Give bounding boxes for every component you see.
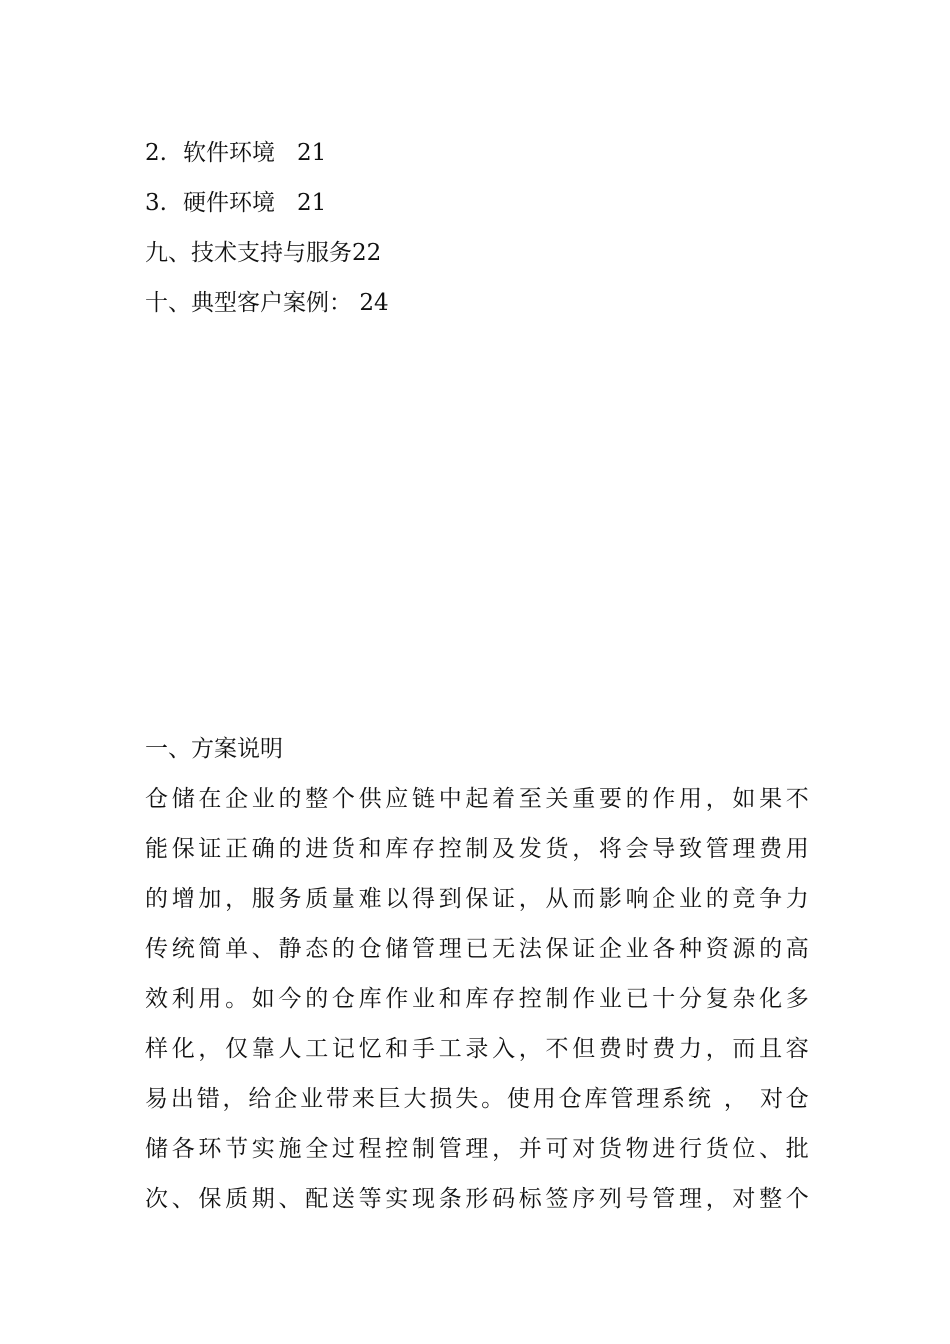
paragraph-line: 仓储在企业的整个供应链中起着至关重要的作用，如果不	[145, 786, 809, 812]
paragraph-line: 传统简单、静态的仓储管理已无法保证企业各种资源的高	[145, 936, 809, 962]
paragraph-line: 能保证正确的进货和库存控制及发货，将会导致管理费用	[145, 836, 809, 862]
toc-entry-page: 21	[297, 140, 327, 166]
toc-entry-number: 3.	[145, 190, 167, 216]
toc-entry[interactable]	[145, 128, 805, 178]
toc-entry-title: 软件环境	[183, 140, 275, 166]
toc-entry[interactable]	[145, 228, 805, 278]
toc-entry-title: 技术支持与服务	[191, 240, 352, 266]
toc-entry-page: 22	[352, 240, 382, 266]
toc-entry-page: 21	[297, 190, 327, 216]
section-solution-description	[145, 724, 809, 1224]
paragraph-line: 易出错，给企业带来巨大损失。使用仓库管理系统 ， 对仓	[145, 1086, 809, 1112]
toc-entry-page: 24	[359, 290, 389, 316]
toc-entry[interactable]	[145, 178, 805, 228]
paragraph-line: 样化，仅靠人工记忆和手工录入，不但费时费力，而且容	[145, 1036, 809, 1062]
toc-entry-title: 典型客户案例：	[191, 290, 352, 316]
toc-entry-number: 2.	[145, 140, 167, 166]
paragraph-line: 的增加，服务质量难以得到保证，从而影响企业的竞争力	[145, 886, 809, 912]
paragraph-line: 储各环节实施全过程控制管理，并可对货物进行货位、批	[145, 1136, 809, 1162]
table-of-contents	[145, 128, 805, 328]
toc-entry-number: 十、	[145, 290, 191, 316]
paragraph-line: 次、保质期、配送等实现条形码标签序列号管理，对整个	[145, 1186, 809, 1212]
paragraph-line: 效利用。如今的仓库作业和库存控制作业已十分复杂化多	[145, 986, 809, 1012]
toc-entry-number: 九、	[145, 240, 191, 266]
toc-entry[interactable]	[145, 278, 805, 328]
toc-entry-title: 硬件环境	[183, 190, 275, 216]
section-heading: 一、方案说明	[145, 736, 283, 762]
